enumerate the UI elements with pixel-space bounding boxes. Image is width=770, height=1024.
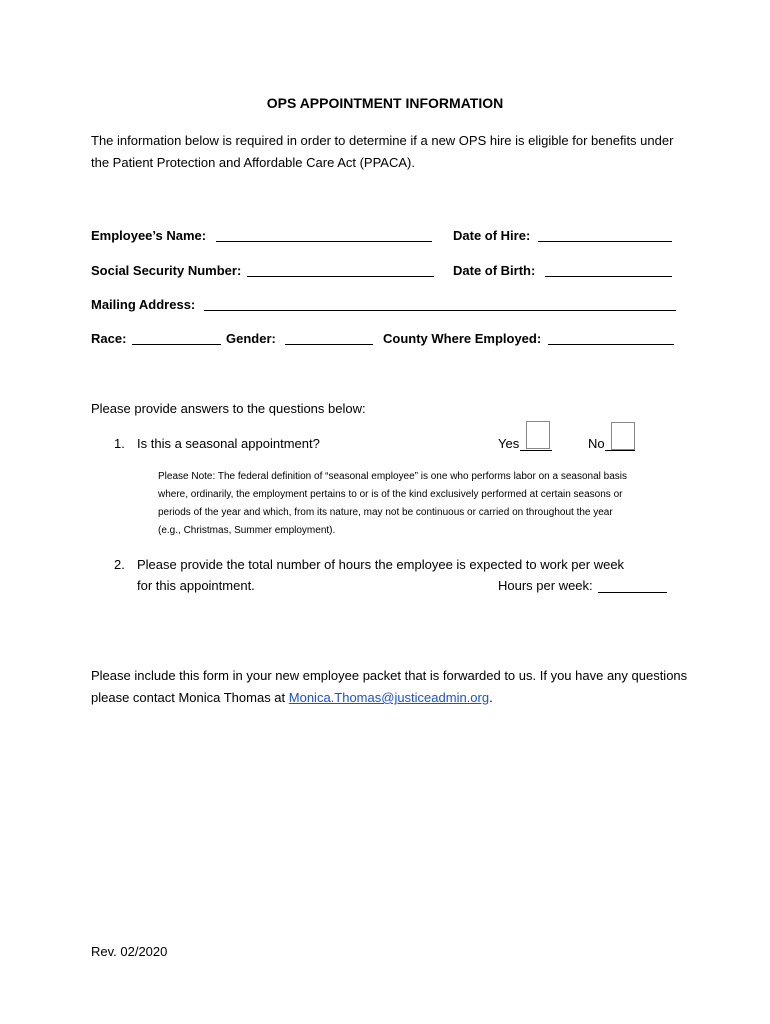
county-field[interactable] (548, 344, 674, 345)
closing-period: . (489, 690, 493, 705)
no-checkbox[interactable] (611, 422, 635, 450)
intro-text: The information below is required in order to determine if a new OPS hire is eligible for benefits under the Patient Protection and Affordable Care Act (PPACA). (91, 133, 674, 170)
race-field[interactable] (132, 344, 221, 345)
closing-paragraph (91, 665, 711, 709)
yes-label: Yes (498, 436, 520, 451)
ssn-label: Social Security Number: (91, 263, 242, 278)
question-2-number: 2. (114, 557, 125, 572)
question-2-line2: for this appointment. (137, 578, 255, 593)
seasonal-note: Please Note: The federal definition of “seasonal employee” is one who performs labor on a seasonal basis where, ordinarily, the employment pertains to or is of the kind exclusively performed at certain seasons or periods of the year and which, from its nature, may not be continuous or carried on throughout the year (e.g., Christmas, Summer employment). (158, 471, 627, 536)
yes-checkbox[interactable] (526, 421, 550, 449)
mailing-address-label: Mailing Address: (91, 297, 196, 312)
yes-underline (520, 450, 552, 451)
question-1-number: 1. (114, 436, 125, 451)
employee-name-label: Employee’s Name: (91, 228, 207, 243)
no-underline (605, 450, 635, 451)
contact-email-link[interactable]: Monica.Thomas@justiceadmin.org (288, 690, 490, 705)
question-1-text: Is this a seasonal appointment? (137, 436, 320, 451)
gender-field[interactable] (285, 344, 373, 345)
hours-per-week-label: Hours per week: (498, 578, 593, 593)
closing-text: Please include this form in your new employee packet that is forwarded to us. If you have any questions please contact Monica Thomas at (91, 668, 688, 705)
gender-label: Gender: (226, 331, 276, 346)
questions-intro: Please provide answers to the questions below: (91, 401, 366, 416)
revision-footer: Rev. 02/2020 (91, 944, 168, 959)
no-label: No (588, 436, 605, 451)
employee-name-field[interactable] (216, 241, 432, 242)
mailing-address-field[interactable] (204, 310, 676, 311)
date-of-hire-field[interactable] (538, 241, 672, 242)
date-of-hire-label: Date of Hire: (453, 228, 531, 243)
hours-per-week-field[interactable] (598, 592, 667, 593)
date-of-birth-label: Date of Birth: (453, 263, 536, 278)
question-2-line1: Please provide the total number of hours the employee is expected to work per week (137, 557, 625, 572)
ssn-field[interactable] (247, 276, 434, 277)
race-label: Race: (91, 331, 127, 346)
date-of-birth-field[interactable] (545, 276, 672, 277)
county-label: County Where Employed: (383, 331, 542, 346)
page-title: OPS APPOINTMENT INFORMATION (266, 95, 504, 111)
